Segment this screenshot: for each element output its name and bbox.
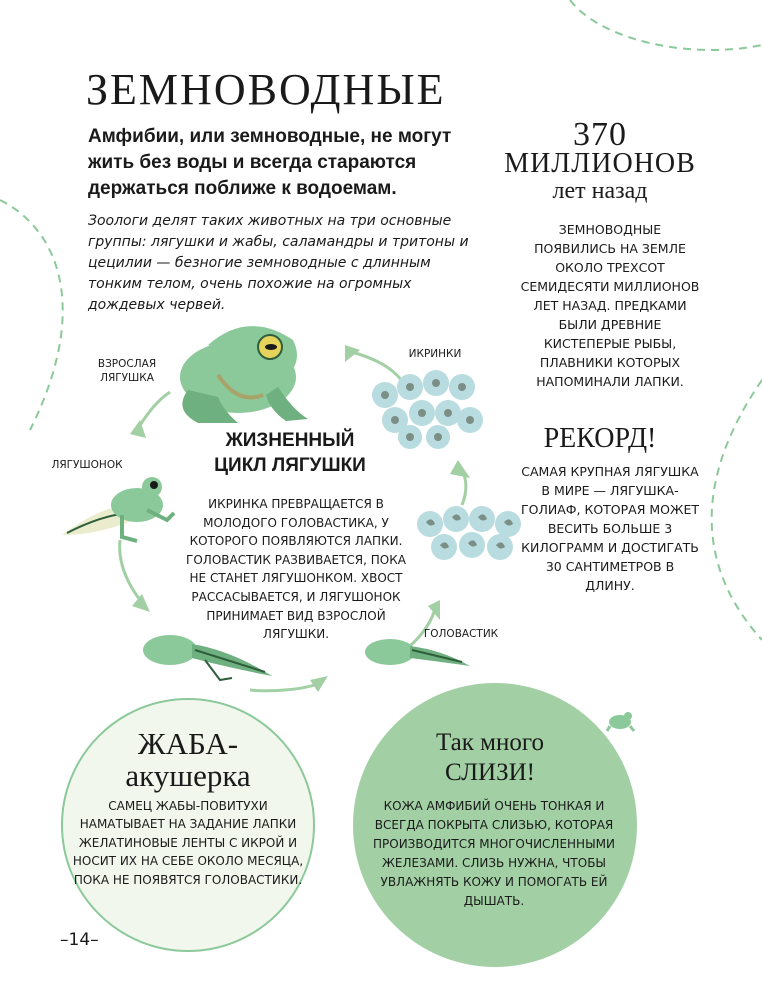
label-froglet: ЛЯГУШОНОК: [51, 459, 123, 471]
toad-title-line1: ЖАБА-: [137, 726, 239, 761]
record-title: РЕКОРД!: [543, 423, 657, 454]
slime-title-line1: Так много: [436, 729, 544, 756]
cycle-text: ИКРИНКА ПРЕВРАЩАЕТСЯ В МОЛОДОГО ГОЛОВАСТИКА, У КОТОРОГО ПОЯВЛЯЮТСЯ ЛАПКИ. ГОЛОВАСТИК РАЗВИВАЕТСЯ, ПОКА НЕ СТАНЕТ ЛЯГУШОНКОМ. ХВОСТ РАССАСЫВАЕТСЯ, И ЛЯГУШОНОК ПРИНИМАЕТ ВИД ВЗРОСЛОЙ ЛЯГУШКИ.: [186, 497, 406, 642]
toad-title-line2: акушерка: [125, 758, 251, 793]
developing-eggs-illustration: [414, 502, 529, 567]
fact-text: ЗЕМНОВОДНЫЕ ПОЯВИЛИСЬ НА ЗЕМЛЕ ОКОЛО ТРЕХСОТ СЕМИДЕСЯТИ МИЛЛИОНОВ ЛЕТ НАЗАД. ПРЕДКАМИ БЫЛИ ДРЕВНИЕ КИСТЕПЕРЫЕ РЫБЫ, ПЛАВНИКИ КОТОРЫХ НАПОМИНАЛИ ЛАПКИ.: [520, 222, 700, 389]
label-adult-frog: ВЗРОСЛАЯ ЛЯГУШКА: [97, 358, 157, 384]
label-eggs: ИКРИНКИ: [408, 348, 462, 360]
fact-number: 370: [573, 116, 627, 153]
fact-unit: МИЛЛИОНОВ: [504, 148, 696, 179]
small-frog-icon: [606, 708, 636, 732]
intro-bold-text: Амфибии, или земноводные, не могут жить без воды и всегда стараются держаться поближе к водоемам.: [88, 126, 452, 199]
intro-text: Зоологи делят таких животных на три основные группы: лягушки и жабы, саламандры и тритоны и цецилии — безногие земноводные с длинным тонким телом, очень похожие на огромных дождевых червей.: [88, 213, 469, 313]
page-title: ЗЕМНОВОДНЫЕ: [86, 65, 446, 114]
froglet-illustration: [62, 465, 177, 555]
fact-ago: лет назад: [552, 178, 648, 204]
eggs-illustration: [370, 365, 485, 450]
cycle-title: ЖИЗНЕННЫЙ ЦИКЛ ЛЯГУШКИ: [214, 430, 366, 476]
label-tadpole: ГОЛОВАСТИК: [423, 628, 499, 640]
slime-title-line2: СЛИЗИ!: [445, 759, 535, 786]
record-text: САМАЯ КРУПНАЯ ЛЯГУШКА В МИРЕ — ЛЯГУШКА-ГОЛИАФ, КОТОРАЯ МОЖЕТ ВЕСИТЬ БОЛЬШЕ 3 КИЛОГРАММ И ДОСТИГАТЬ 30 САНТИМЕТРОВ В ДЛИНУ.: [520, 464, 700, 593]
page-number: –14–: [60, 930, 99, 950]
toad-text: САМЕЦ ЖАБЫ-ПОВИТУХИ НАМАТЫВАЕТ НА ЗАДАНИЕ ЛАПКИ ЖЕЛАТИНОВЫЕ ЛЕНТЫ С ИКРОЙ И НОСИТ ИХ НА СЕБЕ ОКОЛО МЕСЯЦА, ПОКА НЕ ПОЯВЯТСЯ ГОЛОВАСТИКИ.: [72, 799, 304, 887]
slime-text: КОЖА АМФИБИЙ ОЧЕНЬ ТОНКАЯ И ВСЕГДА ПОКРЫТА СЛИЗЬЮ, КОТОРАЯ ПРОИЗВОДИТСЯ МНОГОЧИСЛЕННЫМИ ЖЕЛЕЗАМИ. СЛИЗЬ НУЖНА, ЧТОБЫ УВЛАЖНЯТЬ КОЖУ И ПОМОГАТЬ ЕЙ ДЫШАТЬ.: [372, 799, 615, 908]
adult-frog-illustration: [168, 315, 328, 430]
